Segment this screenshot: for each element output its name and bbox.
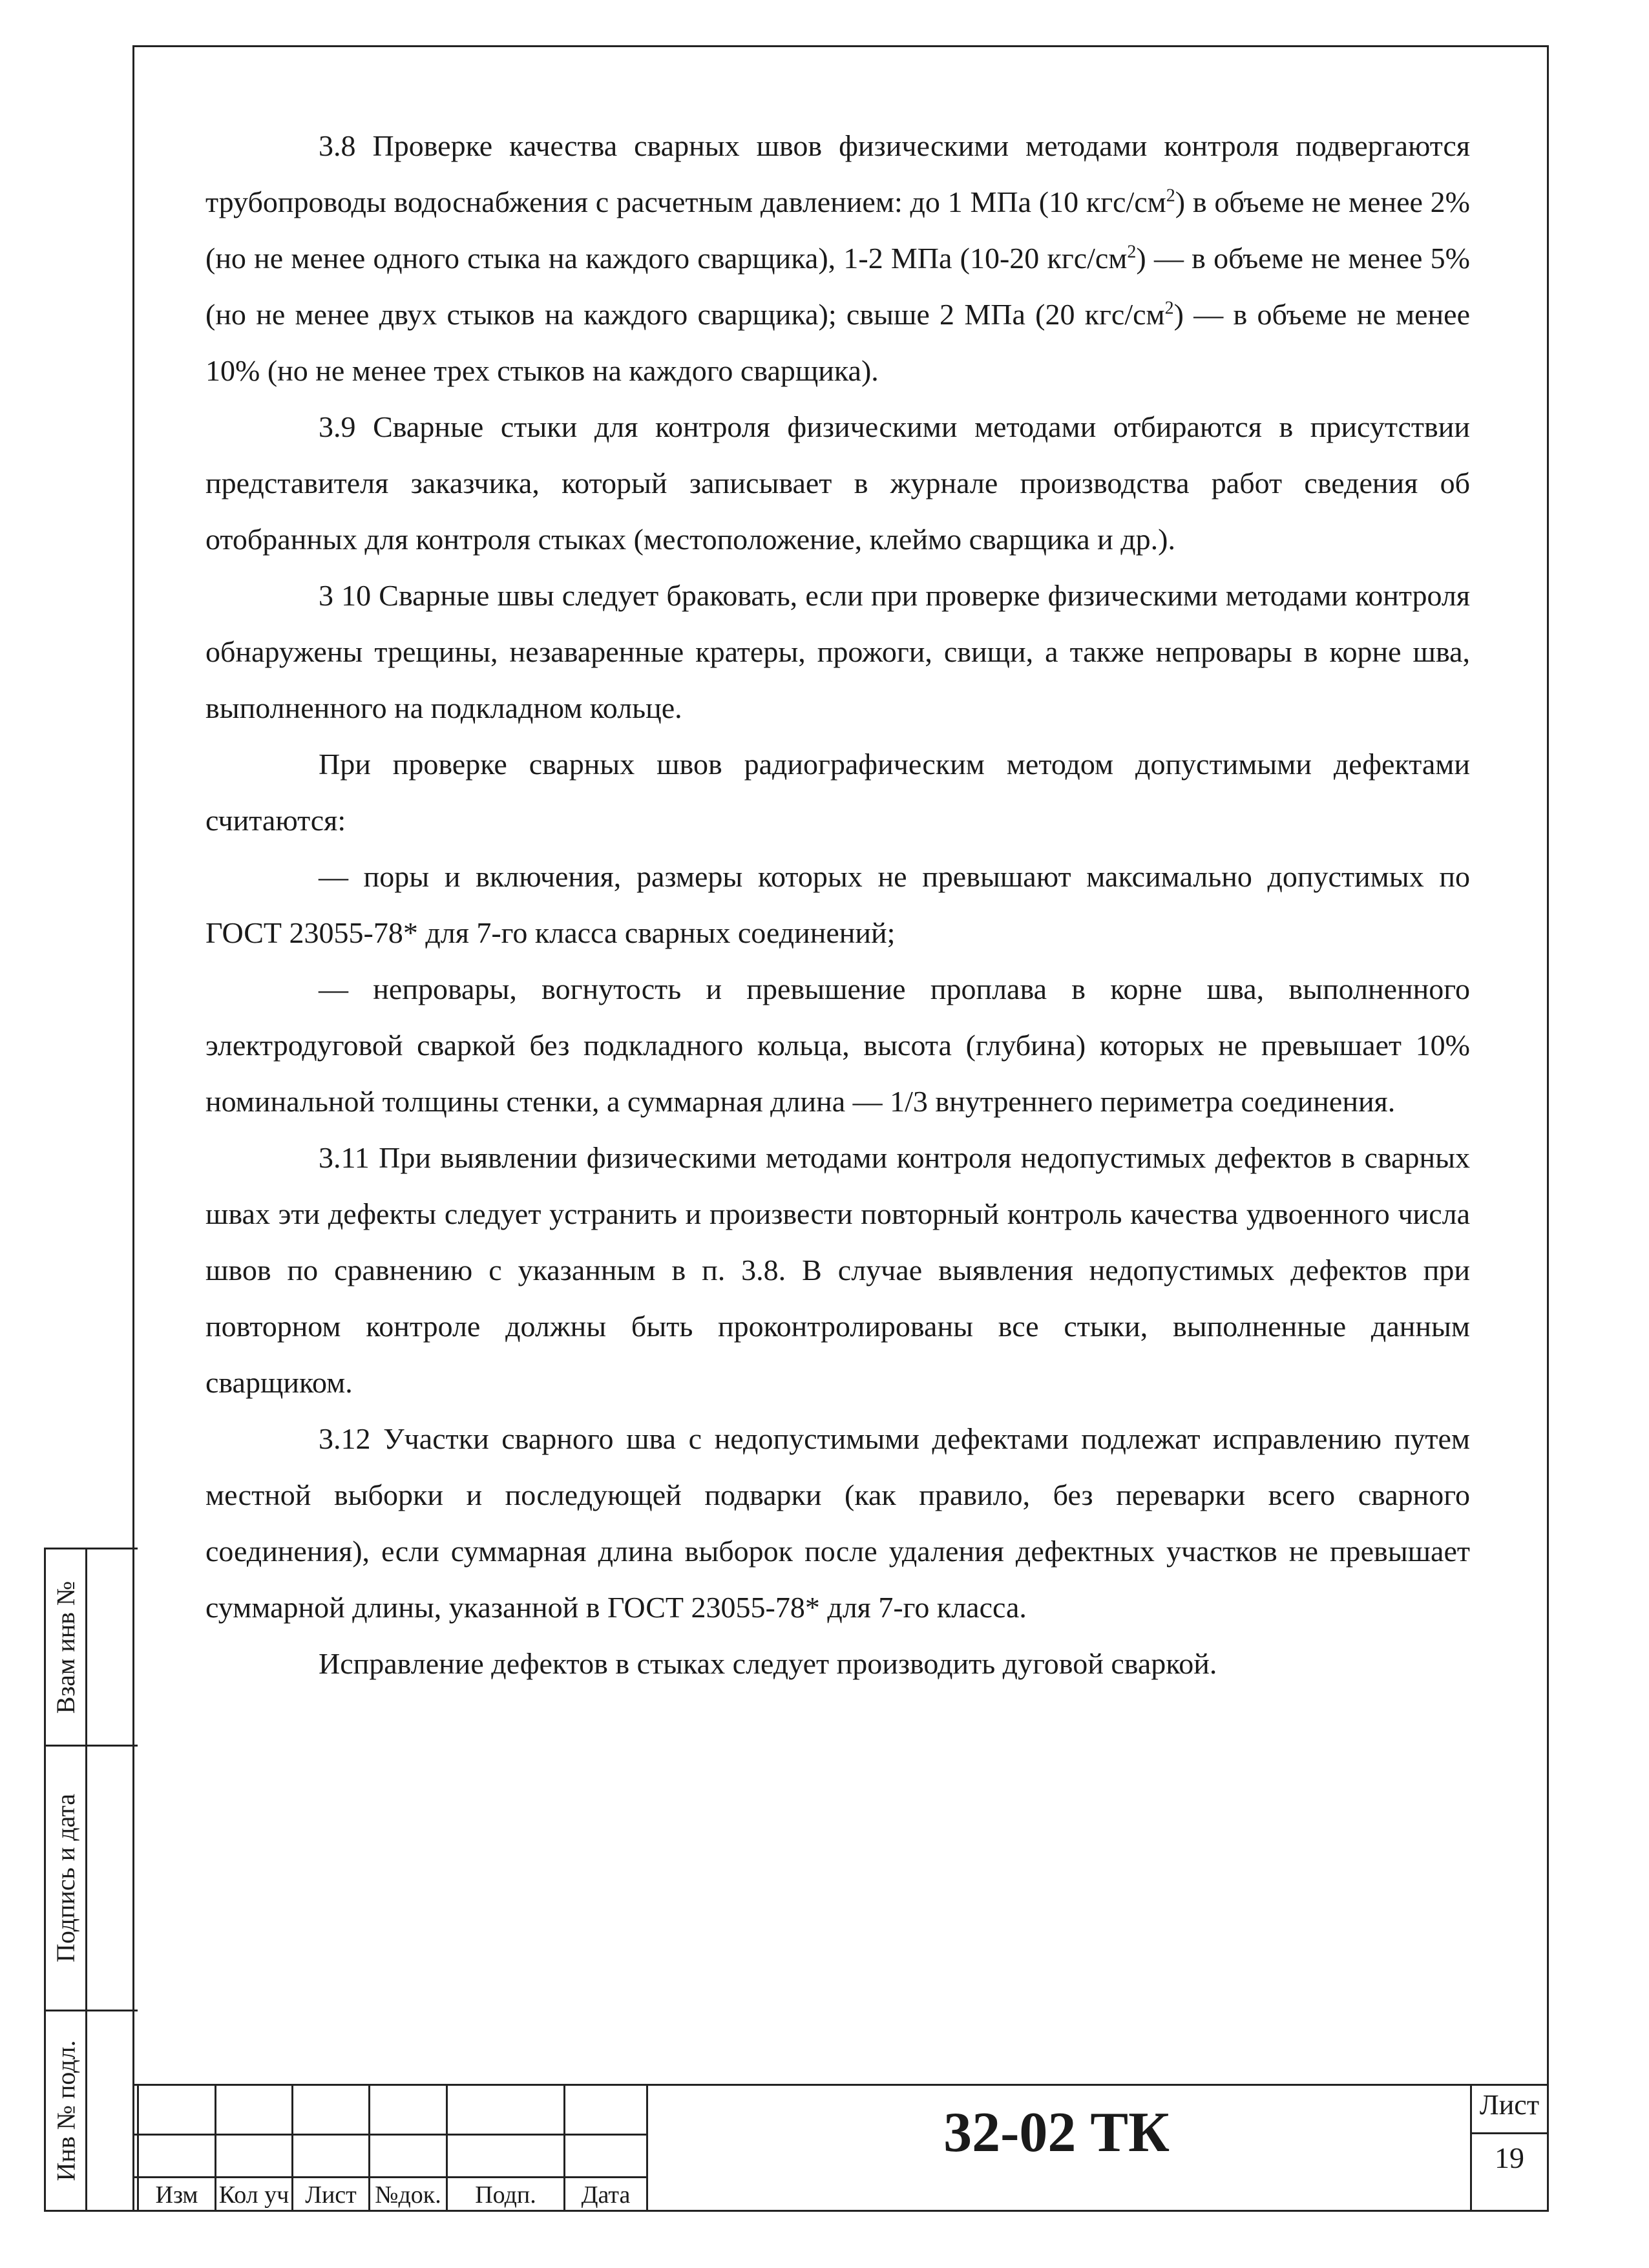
document-body xyxy=(205,118,1470,1692)
sheet-number: 19 xyxy=(1495,2141,1524,2174)
side-vzam-inv-label: Взам инв № xyxy=(51,1580,81,1714)
paragraph-radiographic-intro: При проверке сварных швов радиографическим методом допустимыми дефектами считаются: xyxy=(205,748,1470,837)
paragraph-lack-of-fusion-item: — непровары, вогнутость и превышение проплава в корне шва, выполненного электродуговой сваркой без подкладного кольца, высота (глубина) которых не превышает 10% номинальной толщины стенки, а суммарная длина — 1/3 внутреннего периметра соединения. xyxy=(205,972,1470,1118)
side-inv-podl-label: Инв № подл. xyxy=(51,2040,81,2181)
column-list: Лист xyxy=(305,2181,357,2209)
paragraph-3-9: 3.9 Сварные стыки для контроля физическими методами отбираются в присутствии представителя заказчика, который записывает в журнале производства работ сведения об отобранных для контроля стыках (местоположение, клеймо сварщика и др.). xyxy=(205,410,1470,556)
column-kol-uch: Кол уч xyxy=(218,2181,289,2209)
column-izm: Изм xyxy=(155,2181,198,2209)
side-stamp xyxy=(44,1548,138,2212)
document-code: 32-02 ТК xyxy=(943,2101,1170,2164)
paragraph-pores-item: — поры и включения, размеры которых не превышают максимально допустимых по ГОСТ 23055-78* для 7-го класса сварных соединений; xyxy=(205,860,1470,949)
paragraph-3-8: 3.8 Проверке качества сварных швов физическими методами контроля подвергаются трубопроводы водоснабжения с расчетным давлением: до 1 МПа (10 кгс/$см^2$) в объеме не менее 2% (но не менее одного стыка на каждого сварщика), 1-2 МПа (10-20 кгс/$см^2$) — в объеме не менее 5% (но не менее двух стыков на каждого сварщика); свыше 2 МПа (20 кгс/$см^2$) — в объеме не менее 10% (но не менее трех стыков на каждого сварщика). xyxy=(205,129,1471,387)
side-signature-date-label: Подпись и дата xyxy=(51,1793,80,1963)
sheet-label: Лист xyxy=(1479,2089,1540,2121)
column-doc-number: №док. xyxy=(375,2181,441,2209)
paragraph-3-11: 3.11 При выявлении физическими методами контроля недопустимых дефектов в сварных швах эти дефекты следует устранить и произвести повторный контроль качества удвоенного числа швов по сравнению с указанным в п. 3.8. В случае выявления недопустимых дефектов при повторном контроле должны быть проконтролированы все стыки, выполненные данным сварщиком. xyxy=(205,1141,1470,1399)
paragraph-3-12: 3.12 Участки сварного шва с недопустимыми дефектами подлежат исправлению путем местной выборки и последующей подварки (как правило, без переварки всего сварного соединения), если суммарная длина выборок после удаления дефектных участков не превышает суммарной длины, указанной в ГОСТ 23055-78* для 7-го класса. xyxy=(205,1422,1470,1624)
paragraph-3-10: 3 10 Сварные швы следует браковать, если при проверке физическими методами контроля обнаружены трещины, незаваренные кратеры, прожоги, свищи, а также непровары в корне шва, выполненного на подкладном кольце. xyxy=(205,579,1470,724)
column-date: Дата xyxy=(581,2181,631,2209)
paragraph-repair-method: Исправление дефектов в стыках следует производить дуговой сваркой. xyxy=(319,1647,1217,1680)
column-signature: Подп. xyxy=(475,2181,536,2209)
